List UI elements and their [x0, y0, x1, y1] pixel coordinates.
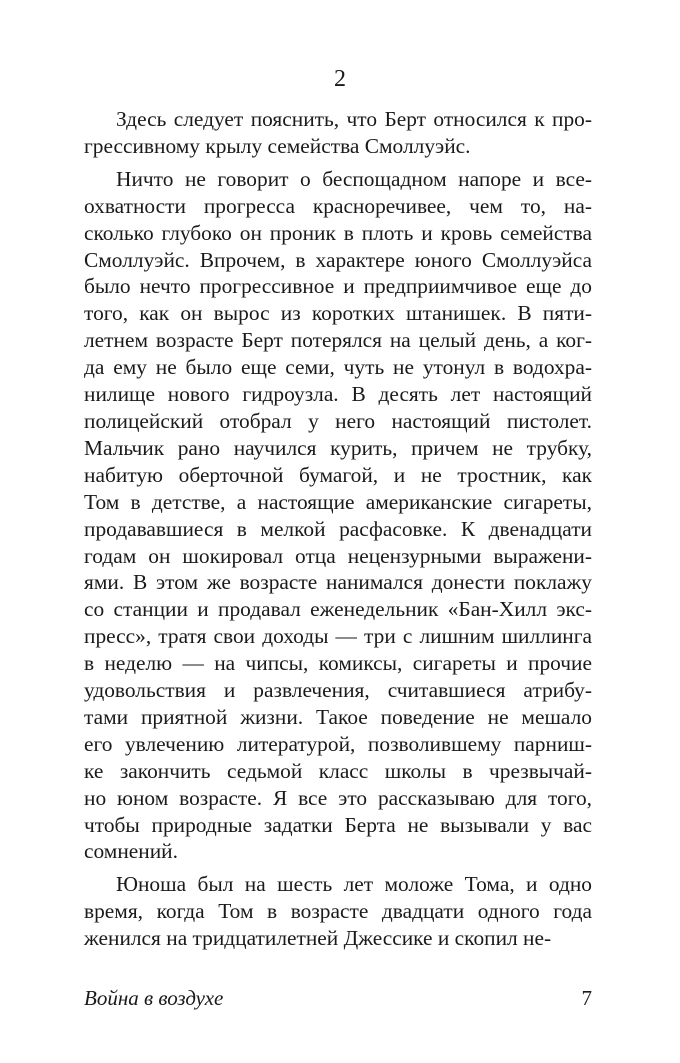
text-line: чтобы природные задатки Берта не вызывали у вас	[84, 812, 592, 837]
page-number: 7	[581, 986, 592, 1010]
text-line: в неделю — на чипсы, комиксы, сигареты и прочие	[84, 651, 592, 676]
running-title: Война в воздухе	[84, 986, 224, 1010]
text-line: его увлечению литературой, позволившему парниш-	[84, 731, 592, 756]
paragraph	[84, 106, 592, 160]
text-line: со станции и продавал еженедельник «Бан-Хилл экс-	[84, 597, 592, 622]
text-line: пресс», тратя свои доходы — три с лишним шиллинга	[84, 624, 592, 649]
text-line: Юноша был на шесть лет моложе Тома, и одно	[116, 872, 592, 897]
paragraph	[84, 166, 592, 866]
text-line: но юном возрасте. Я все это рассказываю для того,	[84, 785, 592, 810]
text-line: время, когда Том в возрасте двадцати одного года	[84, 899, 592, 924]
chapter-number: 2	[334, 66, 346, 92]
text-line: летнем возрасте Берт потерялся на целый день, а ког-	[84, 328, 592, 353]
text-line: сколько глубоко он проник в плоть и кровь семейства	[84, 220, 592, 245]
body-text	[84, 106, 592, 958]
text-line: того, как он вырос из коротких штанишек. В пяти-	[84, 301, 592, 326]
text-line: сомнений.	[84, 839, 178, 864]
text-line: Смоллуэйс. Впрочем, в характере юного Смоллуэйса	[84, 247, 592, 272]
text-line: охватности прогресса красноречивее, чем то, на-	[84, 193, 592, 218]
paragraph	[84, 871, 592, 952]
text-line: Том в детстве, а настоящие американские сигареты,	[84, 489, 592, 514]
text-line: ями. В этом же возрасте нанимался донести поклажу	[84, 570, 592, 595]
text-line: Мальчик рано научился курить, причем не трубку,	[84, 435, 592, 460]
text-line: было нечто прогрессивное и предприимчивое еще до	[84, 274, 592, 299]
text-line: нилище нового гидроузла. В десять лет настоящий	[84, 382, 592, 407]
text-line: ке закончить седьмой класс школы в чрезвычай-	[84, 758, 592, 783]
text-line: да ему не было еще семи, чуть не утонул в водохра-	[84, 355, 592, 380]
text-line: женился на тридцатилетней Джессике и скопил не-	[84, 926, 552, 951]
text-line: удовольствия и развлечения, считавшиеся атрибу-	[84, 678, 592, 703]
text-line: Ничто не говорит о беспощадном напоре и все-	[116, 166, 592, 191]
text-line: полицейский отобрал у него настоящий пистолет.	[84, 408, 592, 433]
text-line: продававшиеся в мелкой расфасовке. К двенадцати	[84, 516, 592, 541]
text-line: грессивному крылу семейства Смоллуэйс.	[84, 133, 471, 158]
text-line: годам он шокировал отца нецензурными выражени-	[84, 543, 592, 568]
text-line: набитую оберточной бумагой, и не тростник, как	[84, 462, 592, 487]
text-line: тами приятной жизни. Такое поведение не мешало	[84, 704, 592, 729]
text-line: Здесь следует пояснить, что Берт относился к про-	[116, 107, 592, 131]
